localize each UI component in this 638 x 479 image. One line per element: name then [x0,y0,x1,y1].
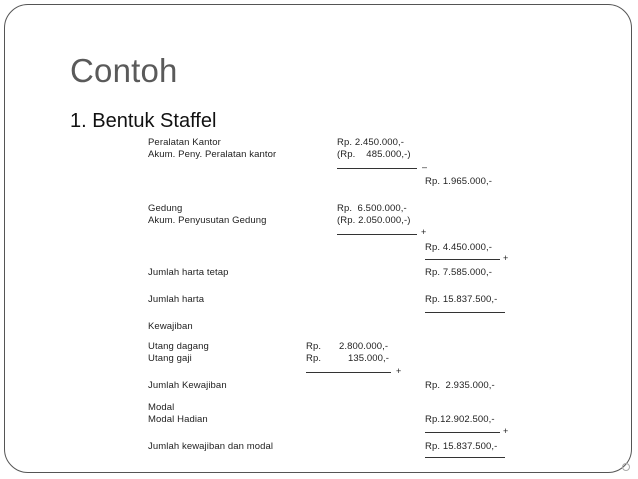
value-jumlah-kewajiban: Rp. 2.935.000,- [425,380,495,391]
corner-circle-icon [622,463,630,471]
value-jumlah-kewajiban-modal: Rp. 15.837.500,- [425,441,498,452]
value-peralatan-net: Rp. 1.965.000,- [425,176,492,187]
subtotal-line [337,168,417,169]
rp-utang-gaji: Rp. [306,353,322,364]
label-kewajiban: Kewajiban [148,321,193,332]
value-utang-dagang: 2.800.000,- [339,341,389,352]
value-peralatan-kantor: Rp. 2.450.000,- [337,137,404,148]
plus-sign: + [396,366,402,376]
total-line [425,312,505,313]
subtotal-line [306,372,391,373]
label-peralatan-kantor: Peralatan Kantor [148,137,221,148]
slide-title: Contoh [70,52,178,89]
label-jumlah-harta: Jumlah harta [148,294,205,305]
label-jumlah-kewajiban: Jumlah Kewajiban [148,380,227,391]
total-line [425,457,505,458]
plus-sign: + [503,253,509,263]
plus-sign: + [421,227,427,237]
rp-utang-dagang: Rp. [306,341,322,352]
label-jumlah-kewajiban-modal: Jumlah kewajiban dan modal [148,441,274,452]
label-modal: Modal [148,402,175,413]
subtotal-line [425,259,500,260]
value-jumlah-harta-tetap: Rp. 7.585.000,- [425,267,492,278]
value-utang-gaji: 135.000,- [348,353,390,364]
label-akum-gedung: Akum. Penyusutan Gedung [148,215,267,226]
value-modal-hadian: Rp.12.902.500,- [425,414,495,425]
label-modal-hadian: Modal Hadian [148,414,208,425]
label-jumlah-harta-tetap: Jumlah harta tetap [148,267,229,278]
value-gedung-net: Rp. 4.450.000,- [425,242,492,253]
minus-sign: – [422,162,428,172]
label-gedung: Gedung [148,203,183,214]
subtotal-line [425,432,500,433]
label-utang-dagang: Utang dagang [148,341,209,352]
label-akum-peralatan: Akum. Peny. Peralatan kantor [148,149,277,160]
subtotal-line [337,234,417,235]
value-akum-peralatan: (Rp. 485.000,-) [337,149,411,160]
value-akum-gedung: (Rp. 2.050.000,-) [337,215,411,226]
value-jumlah-harta: Rp. 15.837.500,- [425,294,498,305]
value-gedung: Rp. 6.500.000,- [337,203,407,214]
label-utang-gaji: Utang gaji [148,353,192,364]
slide-subtitle: 1. Bentuk Staffel [70,110,217,132]
plus-sign: + [503,426,509,436]
